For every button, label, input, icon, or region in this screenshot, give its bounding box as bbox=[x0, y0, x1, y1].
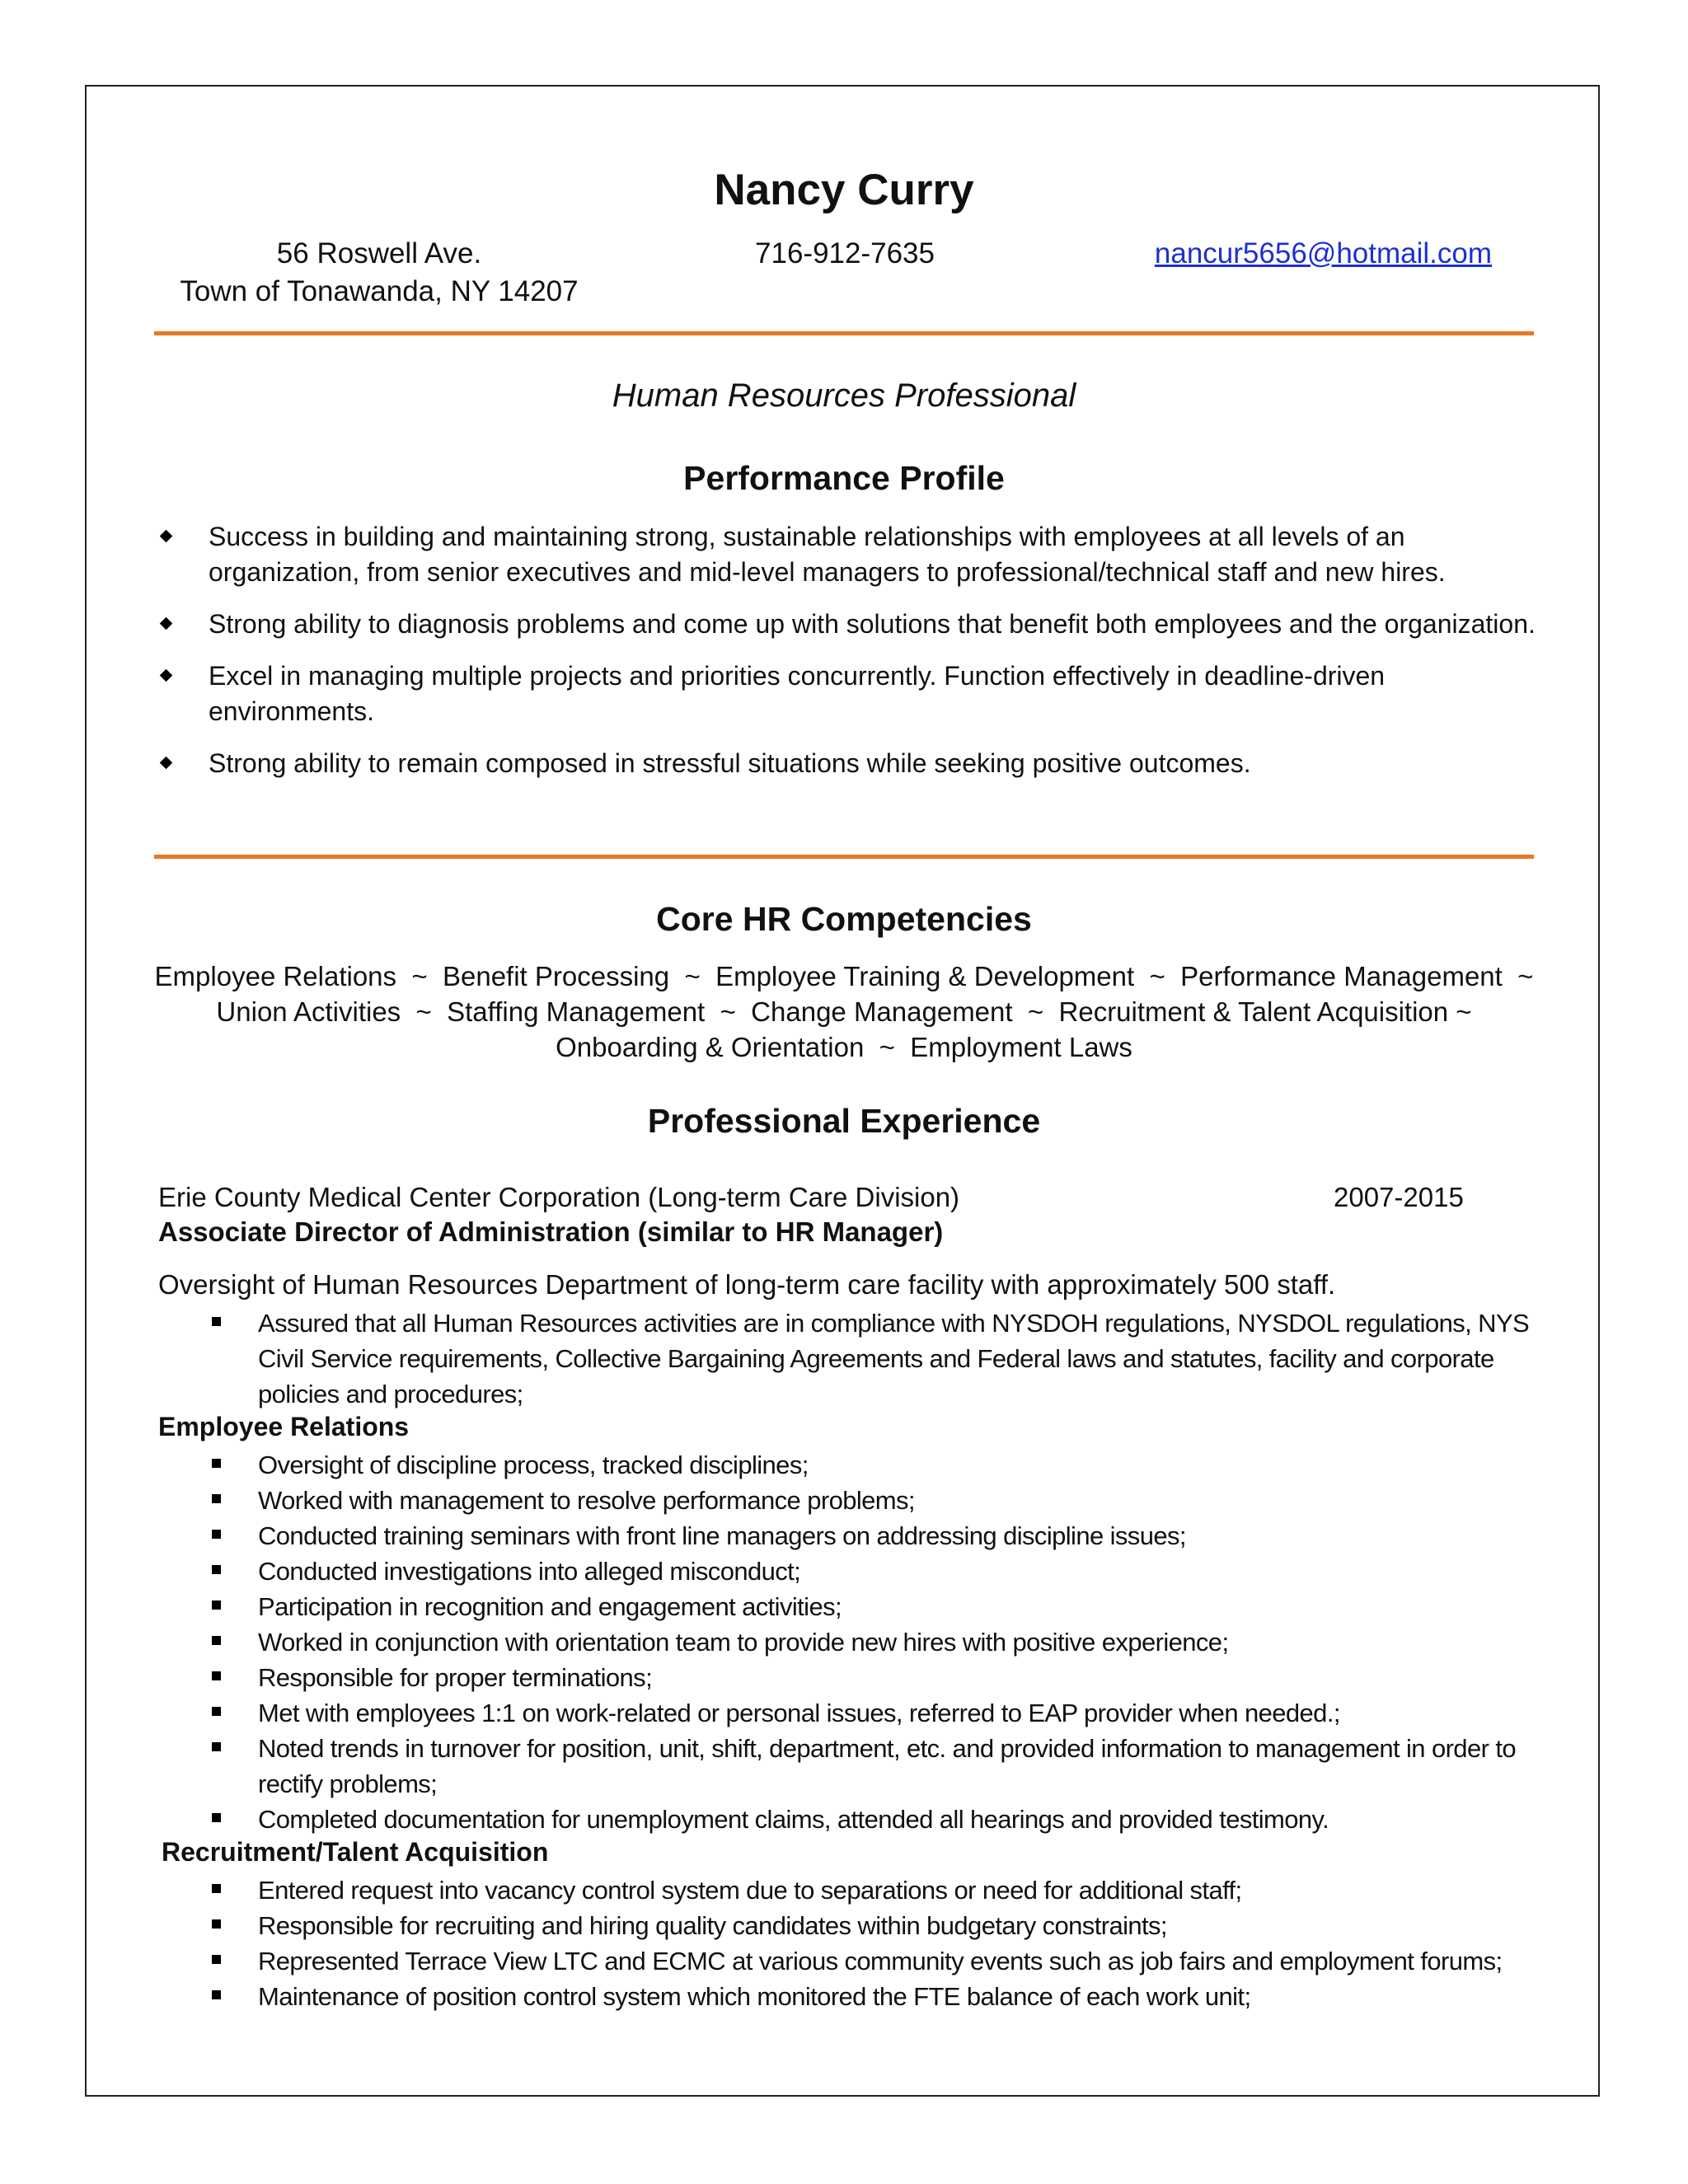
phone-number: 716-912-7635 bbox=[755, 237, 935, 269]
list-item: Excel in managing multiple projects and priorities concurrently. Function effectively in deadline-driven environments. bbox=[157, 658, 1541, 729]
orange-divider-middle bbox=[154, 855, 1534, 859]
list-item: Entered request into vacancy control system due to separations or need for additional staff; bbox=[258, 1872, 1544, 1908]
summary-list bbox=[258, 1305, 1544, 1412]
section-title-profile: Performance Profile bbox=[683, 459, 1005, 497]
diamond-bullet-icon bbox=[160, 757, 173, 770]
subheading-employee-relations: Employee Relations bbox=[158, 1412, 410, 1441]
employee-relations-list bbox=[258, 1447, 1544, 1837]
square-bullet-icon bbox=[212, 1494, 221, 1503]
list-item: Represented Terrace View LTC and ECMC at various community events such as job fairs and employment forums; bbox=[258, 1943, 1544, 1979]
email-link[interactable]: nancur5656@hotmail.com bbox=[1154, 237, 1492, 269]
section-title-experience: Professional Experience bbox=[647, 1102, 1041, 1140]
square-bullet-icon bbox=[212, 1813, 221, 1822]
section-title-competencies: Core HR Competencies bbox=[656, 900, 1032, 938]
list-item: Strong ability to remain composed in stressful situations while seeking positive outcomes. bbox=[157, 746, 1541, 781]
square-bullet-icon bbox=[212, 1671, 221, 1680]
list-item: Responsible for proper terminations; bbox=[258, 1660, 1544, 1695]
address-line-1: 56 Roswell Ave. bbox=[276, 237, 482, 269]
competencies-line-2: Union Activities ~ Staffing Management ~ Change Management ~ Recruitment & Talent Acquisition ~ bbox=[216, 996, 1472, 1027]
square-bullet-icon bbox=[212, 1530, 221, 1539]
square-bullet-icon bbox=[212, 1317, 221, 1326]
list-item: Assured that all Human Resources activities are in compliance with NYSDOH regulations, NYSDOL regulations, NYS Civil Service requirements, Collective Bargaining Agreements and Federal laws and statutes, facility and corporate policies and procedures; bbox=[258, 1305, 1544, 1412]
candidate-name: Nancy Curry bbox=[714, 166, 974, 214]
profile-list bbox=[157, 519, 1541, 798]
diamond-bullet-icon bbox=[160, 617, 173, 630]
square-bullet-icon bbox=[212, 1919, 221, 1929]
diamond-bullet-icon bbox=[160, 669, 173, 682]
square-bullet-icon bbox=[212, 1955, 221, 1964]
list-item: Worked with management to resolve performance problems; bbox=[258, 1483, 1544, 1518]
competencies-line-1: Employee Relations ~ Benefit Processing ~ Employee Training & Development ~ Performance Management ~ bbox=[154, 961, 1534, 991]
list-item: Success in building and maintaining strong, sustainable relationships with employees at all levels of an organization, from senior executives and mid-level managers to professional/technical staff and new hires. bbox=[157, 519, 1541, 590]
square-bullet-icon bbox=[212, 1707, 221, 1716]
list-item: Noted trends in turnover for position, unit, shift, department, etc. and provided information to management in order to rectify problems; bbox=[258, 1731, 1544, 1802]
recruitment-list bbox=[258, 1872, 1544, 2014]
list-item: Maintenance of position control system which monitored the FTE balance of each work unit; bbox=[258, 1979, 1544, 2014]
list-item: Worked in conjunction with orientation team to provide new hires with positive experience; bbox=[258, 1624, 1544, 1660]
list-item: Participation in recognition and engagement activities; bbox=[258, 1589, 1544, 1624]
list-item: Strong ability to diagnosis problems and come up with solutions that benefit both employees and the organization. bbox=[157, 607, 1541, 642]
square-bullet-icon bbox=[212, 1884, 221, 1893]
list-item: Conducted training seminars with front line managers on addressing discipline issues; bbox=[258, 1518, 1544, 1554]
square-bullet-icon bbox=[212, 1742, 221, 1751]
job-summary: Oversight of Human Resources Department of long-term care facility with approximately 500 staff. bbox=[158, 1269, 1336, 1300]
list-item: Oversight of discipline process, tracked disciplines; bbox=[258, 1447, 1544, 1483]
employer-name: Erie County Medical Center Corporation (Long-term Care Division) bbox=[158, 1182, 960, 1212]
subheading-recruitment: Recruitment/Talent Acquisition bbox=[162, 1837, 549, 1867]
square-bullet-icon bbox=[212, 1601, 221, 1610]
square-bullet-icon bbox=[212, 1990, 221, 1999]
orange-divider-top bbox=[154, 331, 1534, 335]
square-bullet-icon bbox=[212, 1565, 221, 1574]
job-title: Associate Director of Administration (similar to HR Manager) bbox=[158, 1216, 944, 1247]
list-item: Conducted investigations into alleged misconduct; bbox=[258, 1554, 1544, 1589]
professional-tagline: Human Resources Professional bbox=[612, 377, 1076, 414]
diamond-bullet-icon bbox=[160, 530, 173, 543]
square-bullet-icon bbox=[212, 1636, 221, 1645]
address-line-2: Town of Tonawanda, NY 14207 bbox=[180, 275, 579, 307]
competencies-line-3: Onboarding & Orientation ~ Employment Laws bbox=[556, 1032, 1132, 1062]
list-item: Met with employees 1:1 on work-related or personal issues, referred to EAP provider when needed.; bbox=[258, 1695, 1544, 1731]
square-bullet-icon bbox=[212, 1459, 221, 1468]
employment-dates: 2007-2015 bbox=[1334, 1182, 1464, 1212]
list-item: Responsible for recruiting and hiring quality candidates within budgetary constraints; bbox=[258, 1908, 1544, 1943]
list-item: Completed documentation for unemployment claims, attended all hearings and provided testimony. bbox=[258, 1802, 1544, 1837]
